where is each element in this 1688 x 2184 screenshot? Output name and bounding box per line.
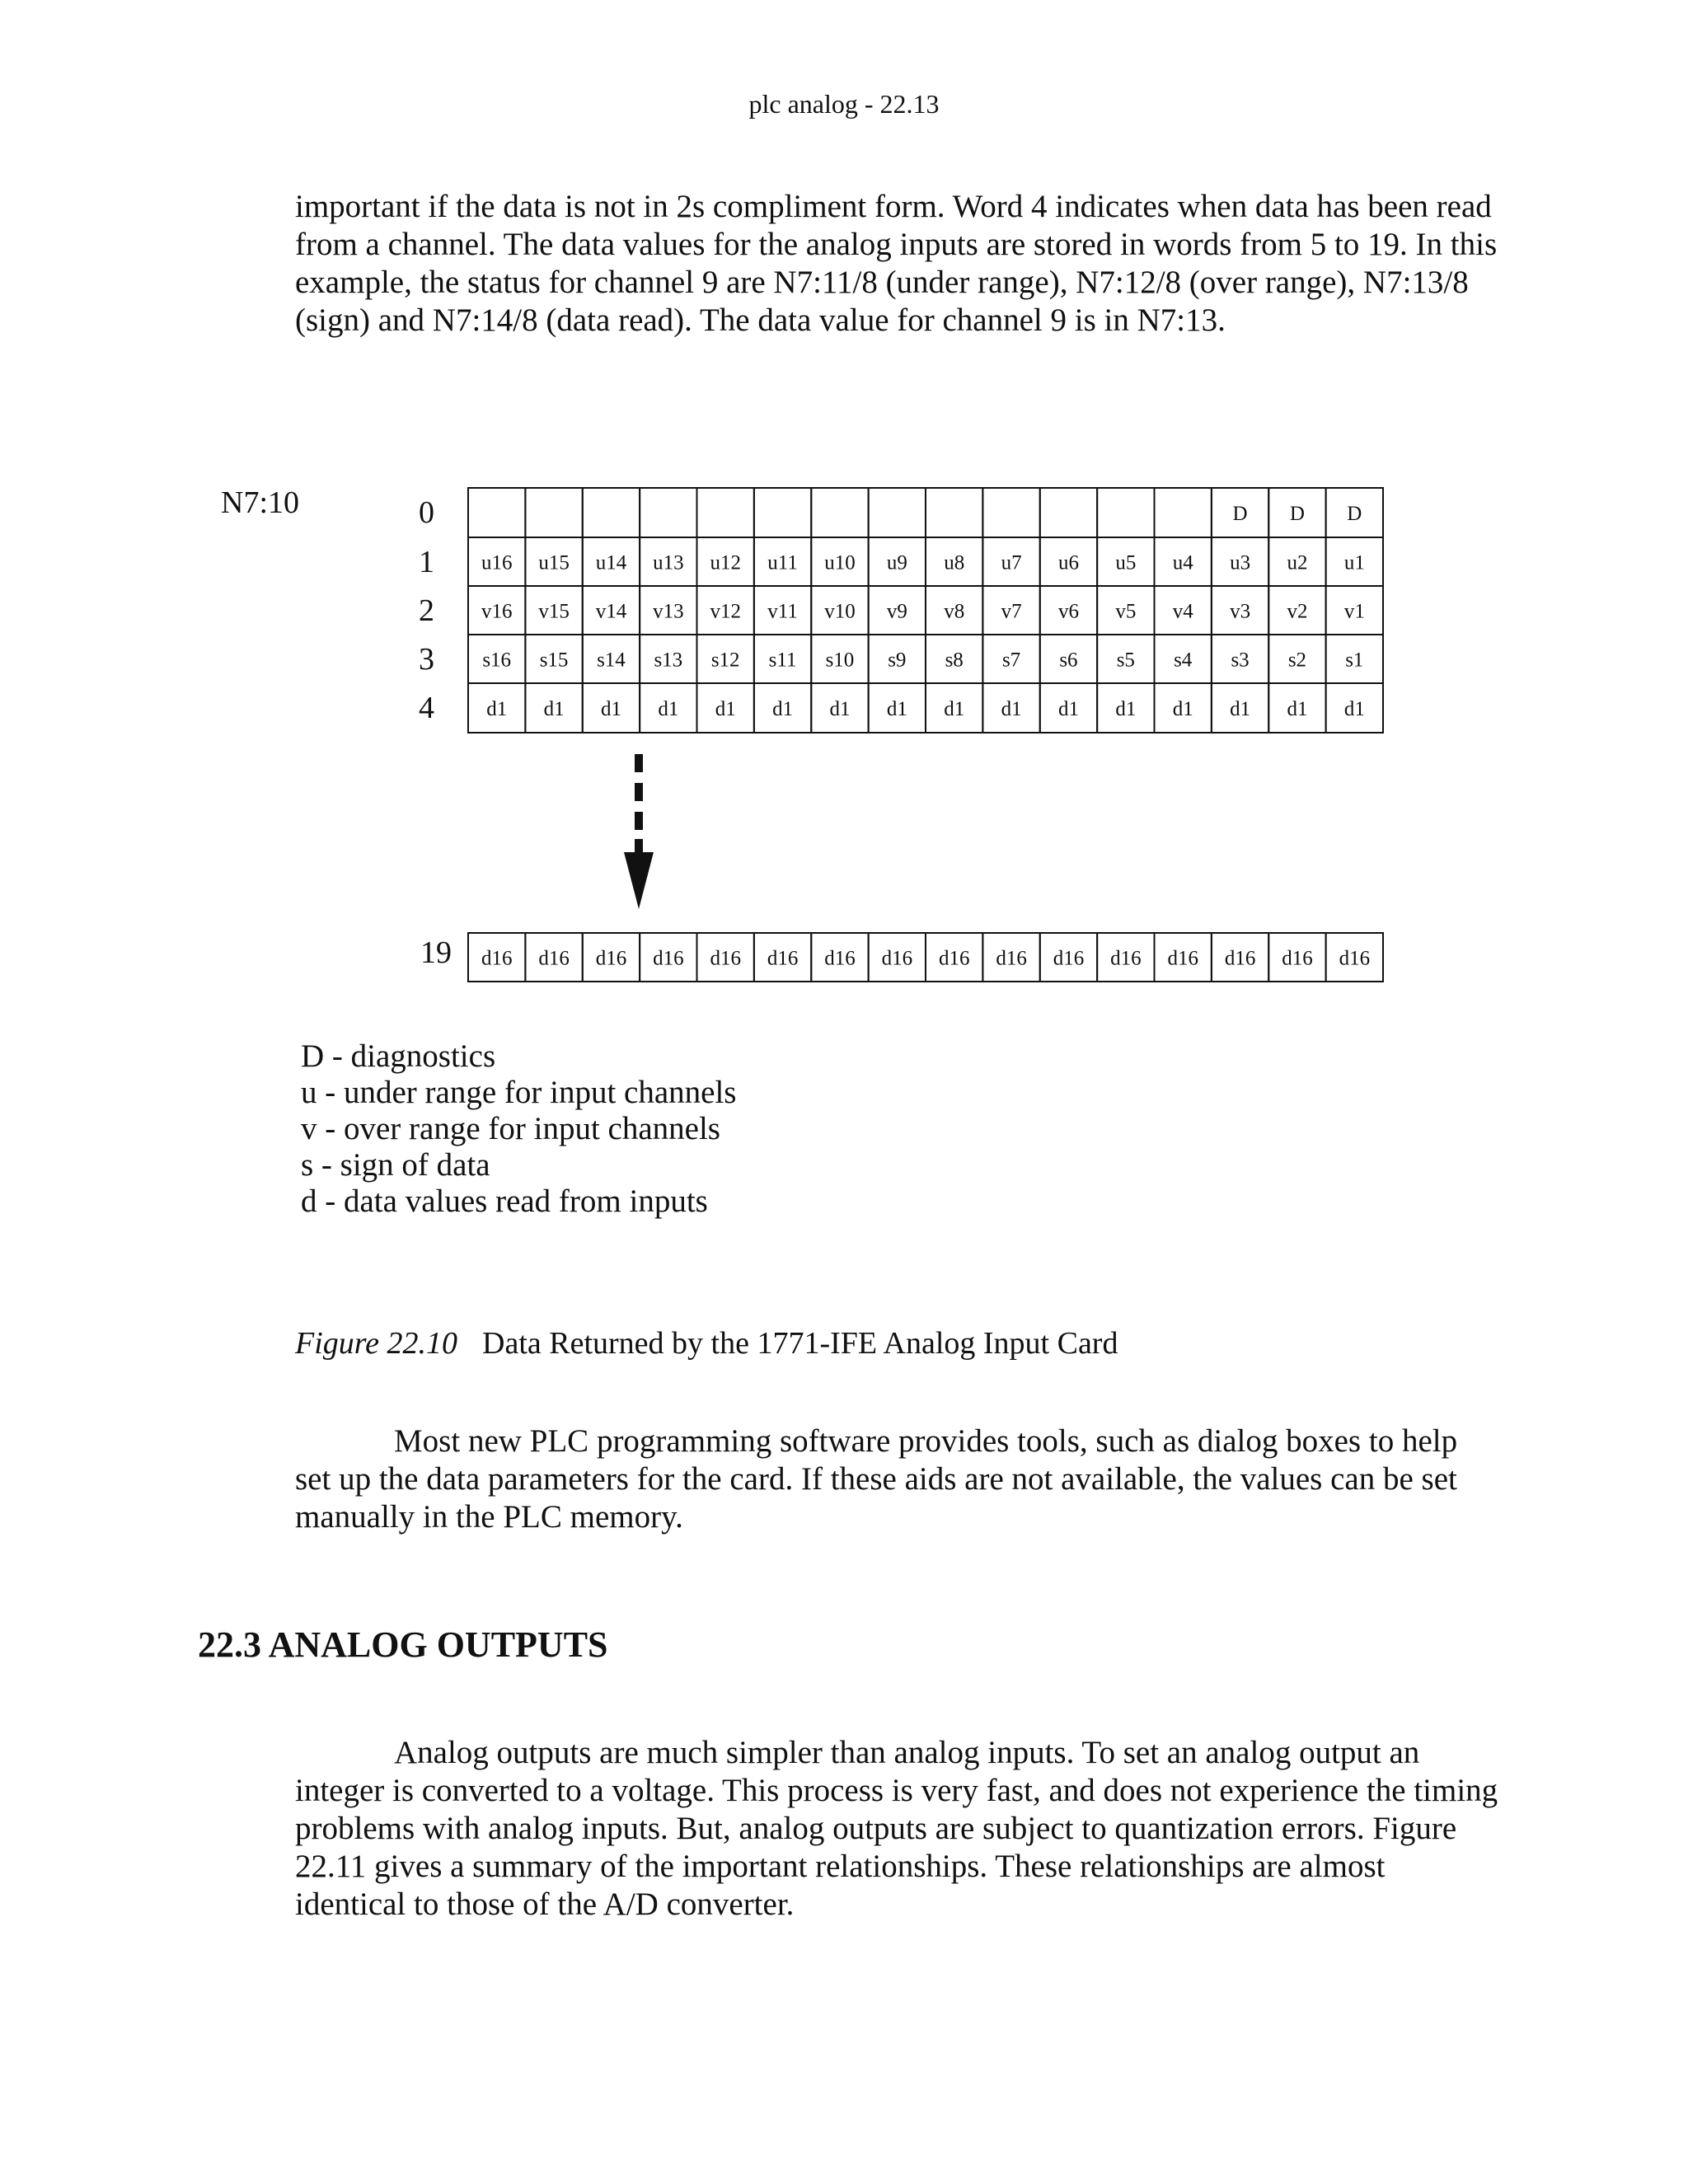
bit-cell-label: s10 [825,649,855,672]
bit-cell-label: u15 [538,551,570,574]
bit-cell-label: u14 [595,551,627,574]
bit-cell-label: v5 [1115,600,1137,623]
bit-cell [640,488,696,537]
bit-cell-label: s3 [1231,649,1250,672]
bit-cell-label: s9 [888,649,907,672]
page-header: plc analog - 22.13 [748,89,940,119]
bit-cell-label: d16 [1167,947,1198,970]
bit-cell-label: v16 [481,600,513,623]
bit-cell-label: v11 [767,600,798,623]
bit-cell [697,488,754,537]
paragraph-tools-text: Most new PLC programming software provides tools, such as dialog boxes to help set up the data parameters for the card. If these aids are not available, the values can be set manually in the PLC memory. [295,1423,1458,1535]
bit-cell-label: d16 [481,947,513,970]
bit-cell [926,488,982,537]
bit-cell-label: u6 [1057,551,1079,574]
bit-cell-label: d16 [938,947,970,970]
bit-cell-label: d1 [886,698,907,720]
bit-cell-label: s8 [945,649,964,672]
bit-cell-label: u2 [1287,551,1308,574]
bit-cell-label: u12 [710,551,741,574]
bit-cell-label: v7 [1001,600,1022,623]
bit-cell-label: D [1289,503,1305,525]
bit-cell-label: d1 [944,698,965,720]
bit-cell-label: v6 [1057,600,1079,623]
bit-cell-label: v10 [824,600,856,623]
bit-cell-label: d16 [653,947,684,970]
bit-cell-label: s12 [710,649,740,672]
bit-cell-label: d1 [829,698,851,720]
legend-item: s - sign of data [301,1147,490,1183]
bit-cell-label: v14 [595,600,627,623]
bit-cell-label: u1 [1343,551,1365,574]
bit-cell-label: v1 [1343,600,1365,623]
bit-cell-label: d16 [1110,947,1142,970]
bit-cell-label: d16 [710,947,741,970]
bit-cell-label: d16 [767,947,799,970]
bit-cell-label: v15 [538,600,570,623]
paragraph-analog-outputs [295,1734,1498,1924]
bit-cell-label: d1 [715,698,736,720]
word-label: 1 [419,545,434,579]
intro-paragraph-text: important if the data is not in 2s compliment form. Word 4 indicates when data has been read from a channel. The data values for the analog inputs are stored in words from 5 to 19. In this example, the status for channel 9 are N7:11/8 (under range), N7:12/8 (over range), N7:13/8 (sign) and N7:14/8 (data read). The data value for channel 9 is in N7:13. [295,189,1498,338]
bit-cell-label: u4 [1172,551,1193,574]
word-labels [419,495,434,725]
bit-cell-label: d16 [1282,947,1313,970]
bit-cell-label: d1 [486,698,508,720]
bit-cell [525,488,582,537]
bit-cell-label: d1 [1057,698,1079,720]
bit-cell-label: d1 [658,698,679,720]
bit-cell-label: D [1232,503,1248,525]
bit-cell-label: d1 [1230,698,1251,720]
bit-cell-label: s15 [539,649,569,672]
bit-cell-label: D [1347,503,1362,525]
bit-cell [811,488,868,537]
bit-cell-label: d1 [1172,698,1193,720]
bit-cell-label: d16 [1053,947,1085,970]
bit-cell-label: u8 [944,551,965,574]
bit-cell-label: s4 [1174,649,1193,672]
bit-cell-label: v13 [653,600,684,623]
word-label: 0 [419,495,434,530]
bit-cell-label: v12 [710,600,741,623]
bit-cell-label: d1 [600,698,621,720]
bit-cell-label: d1 [1343,698,1365,720]
bit-cell-label: d1 [1001,698,1022,720]
bit-cell [869,488,926,537]
bit-cell-label: v8 [944,600,965,623]
word-label: 4 [419,691,434,725]
bit-cell [754,488,811,537]
bit-cell-label: v9 [886,600,907,623]
figure-caption-text: Data Returned by the 1771-IFE Analog Input Card [482,1326,1118,1361]
bit-cell-label: d16 [824,947,856,970]
bit-cell [1155,488,1212,537]
bit-cell-label: s16 [482,649,512,672]
bit-grid [468,488,1383,733]
bit-cell-label: u10 [824,551,856,574]
bit-cell-label: d1 [1115,698,1137,720]
bit-cell-label: d16 [595,947,627,970]
legend-item: u - under range for input channels [301,1075,737,1110]
dashed-down-arrow-icon [624,754,654,909]
word-label-19: 19 [420,935,452,970]
word-label: 2 [419,593,434,628]
section-heading: 22.3 ANALOG OUTPUTS [198,1624,608,1665]
bit-cell [468,488,525,537]
bit-cell-label: d1 [543,698,565,720]
bit-cell-label: u5 [1115,551,1137,574]
paragraph-analog-outputs-text: Analog outputs are much simpler than analog inputs. To set an analog output an integer is converted to a voltage. This process is very fast, and does not experience the timing problems with analog inputs. But, analog outputs are subject to quantization errors. Figure 22.11 gives a summary of the important relationships. These relationships are almost identical to those of the A/D converter. [295,1735,1498,1922]
word-label: 3 [419,642,434,677]
bit-cell-label: d16 [881,947,913,970]
bit-cell-label: u3 [1230,551,1251,574]
bit-cell-label: u11 [767,551,798,574]
bit-cell-label: s11 [768,649,797,672]
bit-cell-label: v4 [1172,600,1193,623]
bit-cell-label: d1 [1287,698,1308,720]
legend-item: D - diagnostics [301,1038,496,1074]
bit-cell-label: d16 [1224,947,1256,970]
file-address-label: N7:10 [221,485,299,520]
bit-grid-last-row [468,933,1383,982]
bit-cell [982,488,1039,537]
legend [301,1038,736,1220]
bit-cell-label: d16 [538,947,570,970]
legend-item: v - over range for input channels [301,1111,720,1146]
bit-cell-label: s13 [654,649,683,672]
bit-cell-label: u9 [886,551,907,574]
bit-cell-label: d16 [996,947,1027,970]
bit-cell [1097,488,1154,537]
paragraph-tools [295,1422,1498,1536]
legend-item: d - data values read from inputs [301,1183,708,1219]
bit-cell [1040,488,1097,537]
bit-cell-label: s1 [1345,649,1364,672]
bit-cell-label: u13 [653,551,684,574]
bit-cell-label: s5 [1116,649,1135,672]
bit-cell-label: s2 [1287,649,1307,672]
bit-cell-label: d16 [1339,947,1371,970]
bit-cell-label: s6 [1059,649,1078,672]
figure-caption [295,1325,1118,1361]
bit-cell-label: s7 [1001,649,1021,672]
bit-cell-label: d1 [772,698,794,720]
bit-cell-label: v3 [1230,600,1251,623]
figure-caption-label: Figure 22.10 [295,1326,458,1361]
bit-cell-label: u16 [481,551,513,574]
bit-cell-label: s14 [597,649,626,672]
bit-cell-label: u7 [1001,551,1022,574]
bit-cell-label: v2 [1287,600,1308,623]
bit-cell [583,488,640,537]
